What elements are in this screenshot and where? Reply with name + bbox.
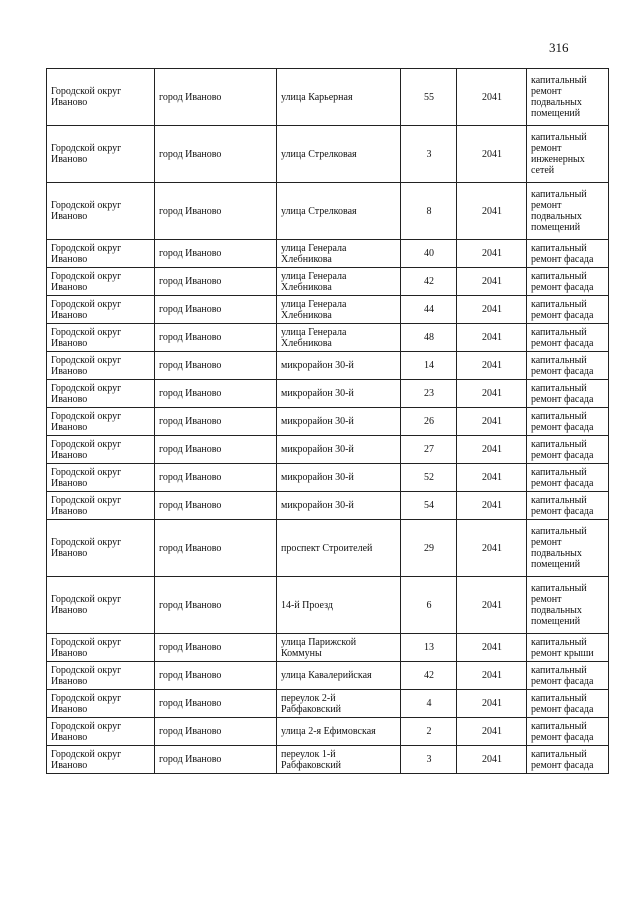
house-number-cell-text: 26 [424, 416, 434, 427]
settlement-cell-text: город Иваново [159, 332, 222, 343]
table-row [47, 520, 609, 577]
settlement-cell-text: город Иваново [159, 542, 222, 554]
table-row [47, 408, 609, 436]
settlement-cell-text: город Иваново [159, 599, 222, 611]
house-number-cell-text: 42 [424, 276, 434, 287]
street-cell [277, 69, 401, 126]
work-type-cell-text: капитальный ремонт фасада [531, 720, 594, 743]
settlement-cell-text: город Иваново [159, 148, 222, 160]
street-cell-text: микрорайон 30-й [281, 388, 354, 399]
work-type-cell-text: капитальный ремонт фасада [531, 466, 594, 489]
street-cell-text: улица Генерала Хлебникова [281, 270, 347, 293]
table-row [47, 296, 609, 324]
settlement-cell-text: город Иваново [159, 754, 222, 765]
house-number-cell [401, 690, 457, 718]
house-number-cell [401, 352, 457, 380]
municipality-cell-text: Городской округ Иваново [51, 692, 122, 715]
municipality-cell-text: Городской округ Иваново [51, 410, 122, 433]
work-type-cell [527, 240, 609, 268]
municipality-cell-text: Городской округ Иваново [51, 354, 122, 377]
table-row [47, 380, 609, 408]
work-type-cell [527, 690, 609, 718]
table-row [47, 436, 609, 464]
street-cell [277, 662, 401, 690]
street-cell-text: проспект Строителей [281, 542, 373, 554]
year-cell-text: 2041 [482, 416, 502, 427]
street-cell [277, 464, 401, 492]
settlement-cell [155, 183, 277, 240]
settlement-cell [155, 69, 277, 126]
municipality-cell-text: Городской округ Иваново [51, 242, 122, 265]
municipality-cell-text: Городской округ Иваново [51, 326, 122, 349]
municipality-cell-text: Городской округ Иваново [51, 270, 122, 293]
work-type-cell [527, 436, 609, 464]
year-cell-text: 2041 [482, 360, 502, 371]
settlement-cell [155, 126, 277, 183]
work-type-cell [527, 324, 609, 352]
year-cell-text: 2041 [482, 332, 502, 343]
work-type-cell [527, 577, 609, 634]
municipality-cell [47, 718, 155, 746]
street-cell-text: переулок 2-й Рабфаковский [281, 692, 342, 715]
work-type-cell [527, 183, 609, 240]
street-cell-text: микрорайон 30-й [281, 500, 354, 511]
year-cell [457, 492, 527, 520]
year-cell-text: 2041 [482, 388, 502, 399]
street-cell [277, 183, 401, 240]
municipality-cell-text: Городской округ Иваново [51, 636, 122, 659]
municipality-cell [47, 183, 155, 240]
year-cell [457, 746, 527, 774]
settlement-cell [155, 492, 277, 520]
settlement-cell [155, 634, 277, 662]
year-cell-text: 2041 [482, 726, 502, 737]
street-cell-text: улица Генерала Хлебникова [281, 298, 347, 321]
settlement-cell-text: город Иваново [159, 304, 222, 315]
table-row [47, 718, 609, 746]
settlement-cell [155, 464, 277, 492]
year-cell [457, 408, 527, 436]
municipality-cell-text: Городской округ Иваново [51, 200, 122, 222]
municipality-cell-text: Городской округ Иваново [51, 720, 122, 743]
street-cell [277, 690, 401, 718]
house-number-cell-text: 23 [424, 388, 434, 399]
street-cell [277, 324, 401, 352]
settlement-cell [155, 296, 277, 324]
repair-schedule-table [46, 68, 609, 774]
municipality-cell [47, 296, 155, 324]
street-cell-text: 14-й Проезд [281, 599, 333, 611]
street-cell [277, 268, 401, 296]
house-number-cell-text: 29 [424, 542, 434, 554]
table-row [47, 324, 609, 352]
house-number-cell [401, 746, 457, 774]
settlement-cell [155, 690, 277, 718]
house-number-cell-text: 40 [424, 248, 434, 259]
year-cell [457, 268, 527, 296]
house-number-cell [401, 662, 457, 690]
house-number-cell [401, 634, 457, 662]
year-cell [457, 718, 527, 746]
table-row [47, 577, 609, 634]
house-number-cell [401, 718, 457, 746]
settlement-cell [155, 352, 277, 380]
year-cell-text: 2041 [482, 444, 502, 455]
settlement-cell [155, 240, 277, 268]
house-number-cell-text: 3 [426, 754, 432, 765]
municipality-cell-text: Городской округ Иваново [51, 664, 122, 687]
settlement-cell-text: город Иваново [159, 248, 222, 259]
year-cell [457, 436, 527, 464]
municipality-cell [47, 240, 155, 268]
table-body [47, 69, 609, 774]
house-number-cell [401, 436, 457, 464]
settlement-cell [155, 436, 277, 464]
page-number: 316 [549, 40, 569, 55]
settlement-cell-text: город Иваново [159, 388, 222, 399]
street-cell [277, 746, 401, 774]
house-number-cell [401, 492, 457, 520]
street-cell-text: микрорайон 30-й [281, 472, 354, 483]
work-type-cell [527, 126, 609, 183]
work-type-cell [527, 718, 609, 746]
year-cell-text: 2041 [482, 670, 502, 681]
table-row [47, 690, 609, 718]
house-number-cell-text: 14 [424, 360, 434, 371]
street-cell [277, 380, 401, 408]
table-row [47, 634, 609, 662]
house-number-cell-text: 44 [424, 304, 434, 315]
municipality-cell [47, 746, 155, 774]
year-cell-text: 2041 [482, 599, 502, 611]
municipality-cell [47, 464, 155, 492]
street-cell-text: улица Парижской Коммуны [281, 636, 357, 659]
municipality-cell [47, 577, 155, 634]
municipality-cell [47, 126, 155, 183]
municipality-cell-text: Городской округ Иваново [51, 466, 122, 489]
work-type-cell-text: капитальный ремонт фасада [531, 298, 594, 321]
settlement-cell [155, 380, 277, 408]
house-number-cell-text: 55 [424, 91, 434, 103]
table-row [47, 268, 609, 296]
house-number-cell [401, 268, 457, 296]
municipality-cell-text: Городской округ Иваново [51, 143, 122, 165]
work-type-cell-text: капитальный ремонт подвальных помещений [531, 189, 587, 233]
table-row [47, 183, 609, 240]
year-cell-text: 2041 [482, 500, 502, 511]
year-cell-text: 2041 [482, 542, 502, 554]
table-row [47, 240, 609, 268]
house-number-cell [401, 324, 457, 352]
year-cell [457, 520, 527, 577]
settlement-cell-text: город Иваново [159, 416, 222, 427]
work-type-cell [527, 352, 609, 380]
settlement-cell-text: город Иваново [159, 472, 222, 483]
house-number-cell [401, 240, 457, 268]
work-type-cell-text: капитальный ремонт фасада [531, 438, 594, 461]
work-type-cell-text: капитальный ремонт фасада [531, 270, 594, 293]
year-cell-text: 2041 [482, 148, 502, 160]
municipality-cell-text: Городской округ Иваново [51, 298, 122, 321]
year-cell [457, 634, 527, 662]
settlement-cell-text: город Иваново [159, 726, 222, 737]
year-cell [457, 690, 527, 718]
street-cell-text: улица Стрелковая [281, 205, 357, 217]
municipality-cell-text: Городской округ Иваново [51, 382, 122, 405]
house-number-cell-text: 13 [424, 642, 434, 653]
settlement-cell-text: город Иваново [159, 205, 222, 217]
street-cell-text: переулок 1-й Рабфаковский [281, 748, 342, 771]
street-cell-text: улица 2-я Ефимовская [281, 726, 376, 737]
work-type-cell [527, 380, 609, 408]
settlement-cell [155, 324, 277, 352]
house-number-cell [401, 520, 457, 577]
street-cell-text: улица Карьерная [281, 91, 353, 103]
house-number-cell [401, 126, 457, 183]
street-cell [277, 296, 401, 324]
year-cell [457, 240, 527, 268]
house-number-cell [401, 183, 457, 240]
house-number-cell-text: 2 [426, 726, 432, 737]
municipality-cell-text: Городской округ Иваново [51, 537, 122, 559]
house-number-cell-text: 54 [424, 500, 434, 511]
work-type-cell [527, 634, 609, 662]
table-row [47, 492, 609, 520]
settlement-cell [155, 268, 277, 296]
house-number-cell [401, 577, 457, 634]
year-cell-text: 2041 [482, 91, 502, 103]
municipality-cell-text: Городской округ Иваново [51, 748, 122, 771]
settlement-cell [155, 718, 277, 746]
work-type-cell-text: капитальный ремонт фасада [531, 494, 594, 517]
work-type-cell [527, 746, 609, 774]
house-number-cell-text: 6 [426, 599, 432, 611]
settlement-cell [155, 520, 277, 577]
municipality-cell [47, 492, 155, 520]
year-cell [457, 662, 527, 690]
work-type-cell-text: капитальный ремонт фасада [531, 748, 594, 771]
municipality-cell-text: Городской округ Иваново [51, 494, 122, 517]
table-row [47, 746, 609, 774]
settlement-cell-text: город Иваново [159, 670, 222, 681]
house-number-cell [401, 69, 457, 126]
work-type-cell-text: капитальный ремонт фасада [531, 692, 594, 715]
settlement-cell-text: город Иваново [159, 500, 222, 511]
street-cell-text: улица Кавалерийская [281, 670, 372, 681]
settlement-cell [155, 577, 277, 634]
work-type-cell [527, 296, 609, 324]
year-cell [457, 464, 527, 492]
settlement-cell-text: город Иваново [159, 360, 222, 371]
street-cell [277, 520, 401, 577]
work-type-cell-text: капитальный ремонт фасада [531, 354, 594, 377]
table-row [47, 662, 609, 690]
work-type-cell-text: капитальный ремонт подвальных помещений [531, 583, 587, 627]
street-cell-text: микрорайон 30-й [281, 360, 354, 371]
year-cell-text: 2041 [482, 276, 502, 287]
work-type-cell [527, 464, 609, 492]
year-cell-text: 2041 [482, 642, 502, 653]
settlement-cell-text: город Иваново [159, 642, 222, 653]
street-cell [277, 577, 401, 634]
street-cell-text: улица Генерала Хлебникова [281, 326, 347, 349]
year-cell-text: 2041 [482, 698, 502, 709]
municipality-cell-text: Городской округ Иваново [51, 594, 122, 616]
street-cell-text: микрорайон 30-й [281, 416, 354, 427]
street-cell [277, 718, 401, 746]
house-number-cell-text: 48 [424, 332, 434, 343]
table-row [47, 464, 609, 492]
street-cell [277, 408, 401, 436]
house-number-cell [401, 380, 457, 408]
settlement-cell-text: город Иваново [159, 91, 222, 103]
work-type-cell-text: капитальный ремонт подвальных помещений [531, 75, 587, 119]
street-cell [277, 634, 401, 662]
work-type-cell-text: капитальный ремонт инженерных сетей [531, 132, 587, 176]
street-cell [277, 240, 401, 268]
year-cell [457, 69, 527, 126]
municipality-cell [47, 268, 155, 296]
municipality-cell [47, 634, 155, 662]
work-type-cell-text: капитальный ремонт крыши [531, 636, 594, 659]
house-number-cell [401, 464, 457, 492]
settlement-cell [155, 408, 277, 436]
work-type-cell [527, 492, 609, 520]
street-cell [277, 352, 401, 380]
year-cell-text: 2041 [482, 472, 502, 483]
street-cell-text: улица Генерала Хлебникова [281, 242, 347, 265]
work-type-cell [527, 69, 609, 126]
house-number-cell [401, 408, 457, 436]
work-type-cell-text: капитальный ремонт фасада [531, 410, 594, 433]
street-cell [277, 126, 401, 183]
municipality-cell-text: Городской округ Иваново [51, 86, 122, 108]
year-cell [457, 296, 527, 324]
year-cell [457, 126, 527, 183]
year-cell-text: 2041 [482, 754, 502, 765]
work-type-cell [527, 662, 609, 690]
year-cell-text: 2041 [482, 304, 502, 315]
house-number-cell-text: 4 [426, 698, 432, 709]
house-number-cell-text: 52 [424, 472, 434, 483]
municipality-cell [47, 662, 155, 690]
municipality-cell [47, 436, 155, 464]
table-row [47, 69, 609, 126]
house-number-cell-text: 3 [426, 148, 432, 160]
settlement-cell-text: город Иваново [159, 698, 222, 709]
street-cell [277, 492, 401, 520]
street-cell [277, 436, 401, 464]
settlement-cell [155, 746, 277, 774]
year-cell-text: 2041 [482, 205, 502, 217]
settlement-cell-text: город Иваново [159, 444, 222, 455]
house-number-cell [401, 296, 457, 324]
house-number-cell-text: 8 [426, 205, 432, 217]
settlement-cell [155, 662, 277, 690]
table-row [47, 352, 609, 380]
house-number-cell-text: 42 [424, 670, 434, 681]
work-type-cell-text: капитальный ремонт фасада [531, 382, 594, 405]
table-row [47, 126, 609, 183]
year-cell [457, 380, 527, 408]
municipality-cell [47, 690, 155, 718]
work-type-cell [527, 268, 609, 296]
street-cell-text: улица Стрелковая [281, 148, 357, 160]
municipality-cell [47, 408, 155, 436]
house-number-cell-text: 27 [424, 444, 434, 455]
municipality-cell [47, 352, 155, 380]
municipality-cell-text: Городской округ Иваново [51, 438, 122, 461]
work-type-cell [527, 408, 609, 436]
settlement-cell-text: город Иваново [159, 276, 222, 287]
work-type-cell-text: капитальный ремонт подвальных помещений [531, 526, 587, 570]
work-type-cell [527, 520, 609, 577]
year-cell [457, 352, 527, 380]
year-cell [457, 183, 527, 240]
work-type-cell-text: капитальный ремонт фасада [531, 664, 594, 687]
year-cell [457, 577, 527, 634]
municipality-cell [47, 324, 155, 352]
street-cell-text: микрорайон 30-й [281, 444, 354, 455]
work-type-cell-text: капитальный ремонт фасада [531, 326, 594, 349]
year-cell-text: 2041 [482, 248, 502, 259]
municipality-cell [47, 380, 155, 408]
municipality-cell [47, 69, 155, 126]
municipality-cell [47, 520, 155, 577]
work-type-cell-text: капитальный ремонт фасада [531, 242, 594, 265]
year-cell [457, 324, 527, 352]
